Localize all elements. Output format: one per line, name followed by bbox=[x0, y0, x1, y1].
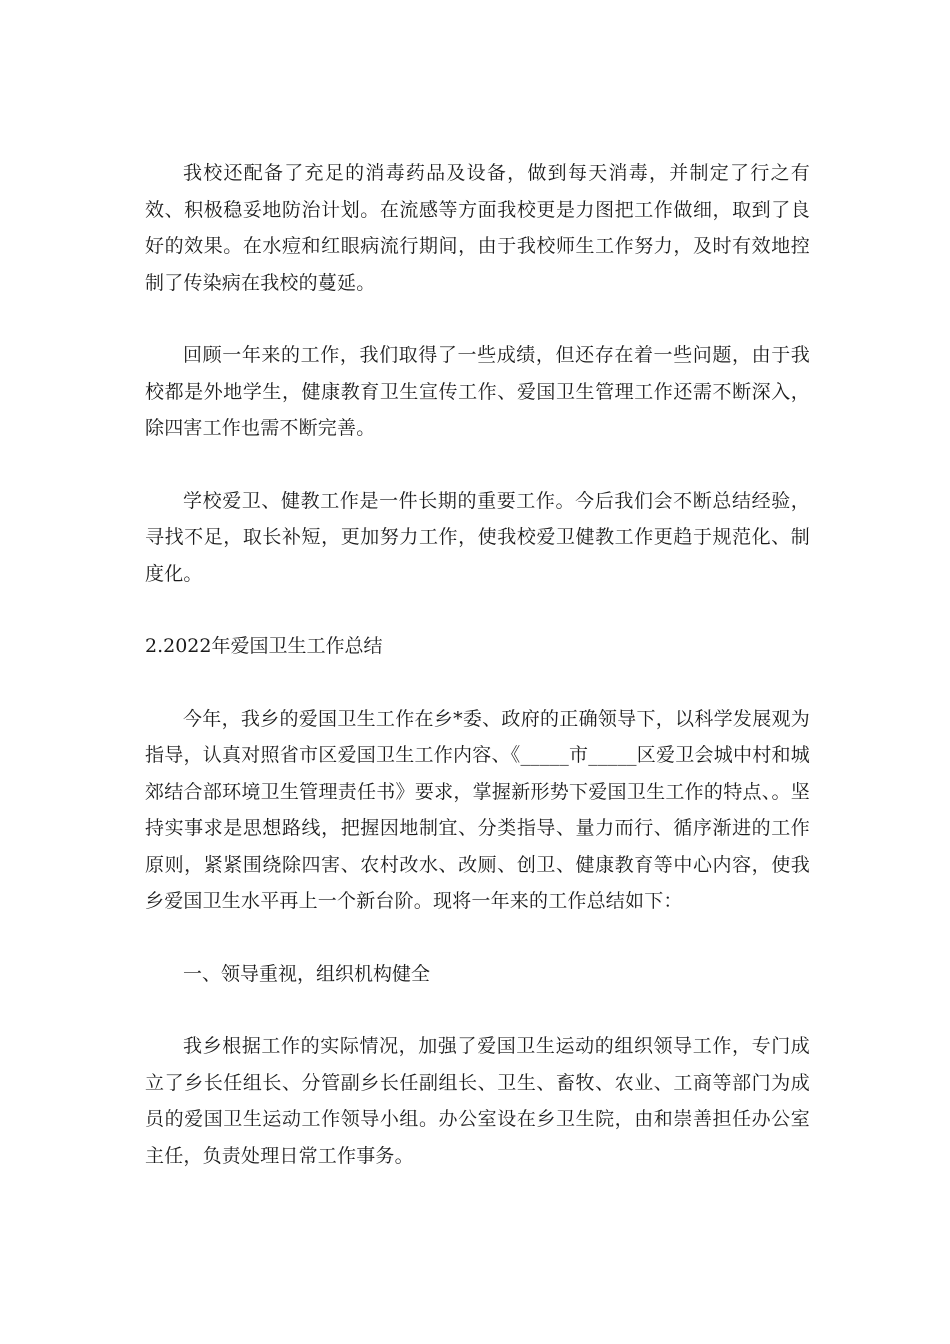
paragraph-gap bbox=[145, 301, 810, 337]
subsection-heading: 一、领导重视，组织机构健全 bbox=[183, 962, 431, 985]
section-heading: 2.2022年爱国卫生工作总结 bbox=[145, 635, 383, 657]
paragraph-gap bbox=[145, 592, 810, 628]
paragraph-review: 回顾一年来的工作，我们取得了一些成绩，但还存在着一些问题，由于我校都是外地学生，健康教育卫生宣传工作、爱国卫生管理工作还需不断深入，除四害工作也需不断完善。 bbox=[145, 344, 810, 439]
paragraph-gap bbox=[145, 992, 810, 1028]
paragraph-gap bbox=[145, 665, 810, 701]
paragraph-outlook: 学校爱卫、健教工作是一件长期的重要工作。今后我们会不断总结经验，寻找不足，取长补短，更加努力工作，使我校爱卫健教工作更趋于规范化、制度化。 bbox=[145, 489, 810, 585]
paragraph-introduction: 今年，我乡的爱国卫生工作在乡*委、政府的正确领导下，以科学发展观为指导，认真对照省市区爱国卫生工作内容、《_____市_____区爱卫会城中村和城郊结合部环境卫生管理责任书》要求，掌握新形势下爱国卫生工作的特点、。坚持实事求是思想路线，把握因地制宜、分类指导、量力而行、循序渐进的工作原则，紧紧围绕除四害、农村改水、改厕、创卫、健康教育等中心内容，使我乡爱国卫生水平再上一个新台阶。现将一年来的工作总结如下： bbox=[145, 707, 810, 912]
paragraph-gap bbox=[145, 920, 810, 956]
paragraph-gap bbox=[145, 447, 810, 483]
paragraph-disinfection: 我校还配备了充足的消毒药品及设备，做到每天消毒，并制定了行之有效、积极稳妥地防治计划。在流感等方面我校更是力图把工作做细，取到了良好的效果。在水痘和红眼病流行期间，由于我校师生工作努力，及时有效地控制了传染病在我校的蔓延。 bbox=[145, 162, 810, 294]
paragraph-leadership: 我乡根据工作的实际情况，加强了爱国卫生运动的组织领导工作，专门成立了乡长任组长、分管副乡长任副组长、卫生、畜牧、农业、工商等部门为成员的爱国卫生运动工作领导小组。办公室设在乡卫生院，由和崇善担任办公室主任，负责处理日常工作事务。 bbox=[145, 1035, 810, 1167]
document-page bbox=[145, 155, 810, 1174]
